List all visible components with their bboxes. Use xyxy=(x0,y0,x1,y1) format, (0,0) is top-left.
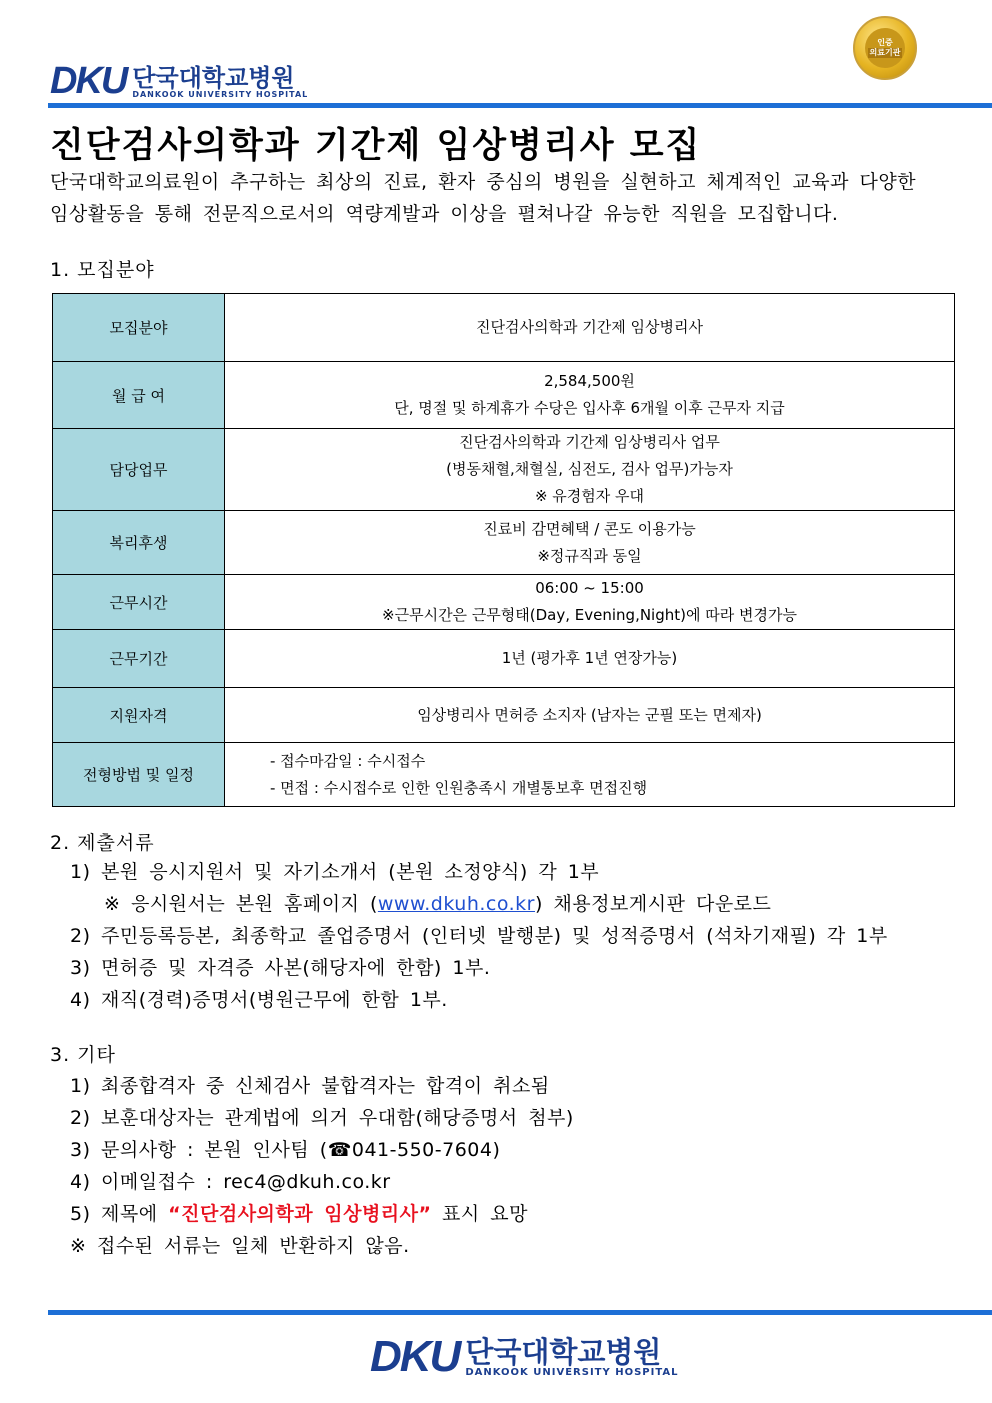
value-line: 진단검사의학과 기간제 임상병리사 업무 xyxy=(459,433,720,451)
list-item: 1) 최종합격자 중 신체검사 불합격자는 합격이 취소됨 xyxy=(70,1075,550,1097)
row-label: 복리후생 xyxy=(53,511,225,575)
table-row xyxy=(53,294,955,362)
table-row xyxy=(53,688,955,743)
table-row xyxy=(53,575,955,630)
list-item: 3) 문의사항 : 본원 인사팀 (☎041-550-7604) xyxy=(70,1139,501,1161)
table-row xyxy=(53,743,955,807)
row-value xyxy=(225,294,955,362)
row-value xyxy=(225,630,955,688)
row-value xyxy=(225,575,955,630)
list-item: 2) 보훈대상자는 관계법에 의거 우대함(해당증명서 첨부) xyxy=(70,1107,574,1129)
list-item: 3) 면허증 및 자격증 사본(해당자에 한함) 1부. xyxy=(70,957,491,979)
row-label: 근무시간 xyxy=(53,575,225,630)
table-row xyxy=(53,511,955,575)
value-line: - 면접 : 수시접수로 인한 인원충족시 개별통보후 면접진행 xyxy=(270,778,648,797)
row-value xyxy=(225,362,955,429)
value-line: ※정규직과 동일 xyxy=(537,546,642,565)
item-text: 5) 제목에 xyxy=(70,1203,169,1225)
value-line: 06:00 ~ 15:00 xyxy=(535,579,644,597)
value-line: 진단검사의학과 기간제 임상병리사 xyxy=(476,318,703,336)
section-heading-documents: 2. 제출서류 xyxy=(50,832,155,854)
list-item: 4) 이메일접수 : rec4@dkuh.co.kr xyxy=(70,1171,391,1193)
table-row xyxy=(53,429,955,511)
row-label: 담당업무 xyxy=(53,429,225,511)
note-text: ※ 응시원서는 본원 홈페이지 ( xyxy=(104,893,378,915)
list-item-note xyxy=(70,888,970,920)
dku-logo-mark: DKU xyxy=(370,1332,460,1381)
footer-logo[interactable] xyxy=(370,1332,679,1381)
row-label: 전형방법 및 일정 xyxy=(53,743,225,807)
logo-korean-name: 단국대학교병원 xyxy=(465,1335,662,1369)
value-line: - 접수마감일 : 수시접수 xyxy=(270,751,426,770)
value-line: 임상병리사 면허증 소지자 (남자는 군필 또는 면제자) xyxy=(417,705,762,724)
row-label: 근무기간 xyxy=(53,630,225,688)
homepage-link[interactable]: www.dkuh.co.kr xyxy=(377,893,535,915)
item-text: 표시 요망 xyxy=(431,1203,528,1225)
value-line: (병동채혈,채혈실, 심전도, 검사 업무)가능자 xyxy=(446,460,733,478)
highlighted-subject: “진단검사의학과 임상병리사” xyxy=(168,1203,432,1225)
value-line: ※ 유경험자 우대 xyxy=(534,487,645,505)
section-heading-recruitment: 1. 모집분야 xyxy=(50,259,155,281)
dku-logo-mark: DKU xyxy=(50,60,127,102)
row-value xyxy=(225,688,955,743)
badge-text-2: 의료기관 xyxy=(869,48,901,57)
intro-line: 단국대학교의료원이 추구하는 최상의 진료, 환자 중심의 병원을 실현하고 체계적인 교육과 다양한 xyxy=(50,171,917,193)
row-value xyxy=(225,429,955,511)
value-line: 진료비 감면혜택 / 콘도 이용가능 xyxy=(483,519,696,538)
value-line: 2,584,500원 xyxy=(544,372,635,390)
footer-rule xyxy=(48,1310,992,1315)
header-rule xyxy=(48,103,992,108)
row-label: 월 급 여 xyxy=(53,362,225,429)
value-line: ※근무시간은 근무형태(Day, Evening,Night)에 따라 변경가능 xyxy=(382,606,797,624)
list-item: 1) 본원 응시지원서 및 자기소개서 (본원 소정양식) 각 1부 xyxy=(70,861,600,883)
logo-english-name: DANKOOK UNIVERSITY HOSPITAL xyxy=(465,1367,679,1378)
logo-english-name: DANKOOK UNIVERSITY HOSPITAL xyxy=(132,90,309,100)
table-row xyxy=(53,630,955,688)
intro-paragraph xyxy=(50,166,950,230)
list-item xyxy=(70,1198,970,1230)
recruitment-table xyxy=(52,293,955,807)
documents-list xyxy=(70,856,970,1016)
badge-text-1: 인증 xyxy=(877,38,893,48)
certification-badge-icon xyxy=(853,16,917,80)
other-list xyxy=(70,1070,970,1262)
table-row xyxy=(53,362,955,429)
value-line: 단, 명절 및 하계휴가 수당은 입사후 6개월 이후 근무자 지급 xyxy=(394,399,785,417)
logo-korean-name: 단국대학교병원 xyxy=(132,64,295,93)
list-item: 4) 재직(경력)증명서(병원근무에 한함 1부. xyxy=(70,989,448,1011)
row-value xyxy=(225,743,955,807)
section-heading-other: 3. 기타 xyxy=(50,1044,116,1066)
row-label: 모집분야 xyxy=(53,294,225,362)
page-title: 진단검사의학과 기간제 임상병리사 모집 xyxy=(50,126,702,166)
list-item-note: ※ 접수된 서류는 일체 반환하지 않음. xyxy=(70,1235,410,1257)
list-item: 2) 주민등록등본, 최종학교 졸업증명서 (인터넷 발행분) 및 성적증명서 (석차기재필) 각 1부 xyxy=(70,925,888,947)
row-label: 지원자격 xyxy=(53,688,225,743)
row-value xyxy=(225,511,955,575)
note-text: ) 채용정보게시판 다운로드 xyxy=(535,893,772,915)
value-line: 1년 (평가후 1년 연장가능) xyxy=(501,649,678,667)
intro-line: 임상활동을 통해 전문직으로서의 역량계발과 이상을 펼쳐나갈 유능한 직원을 모집합니다. xyxy=(50,203,839,225)
header-logo[interactable] xyxy=(50,62,308,100)
